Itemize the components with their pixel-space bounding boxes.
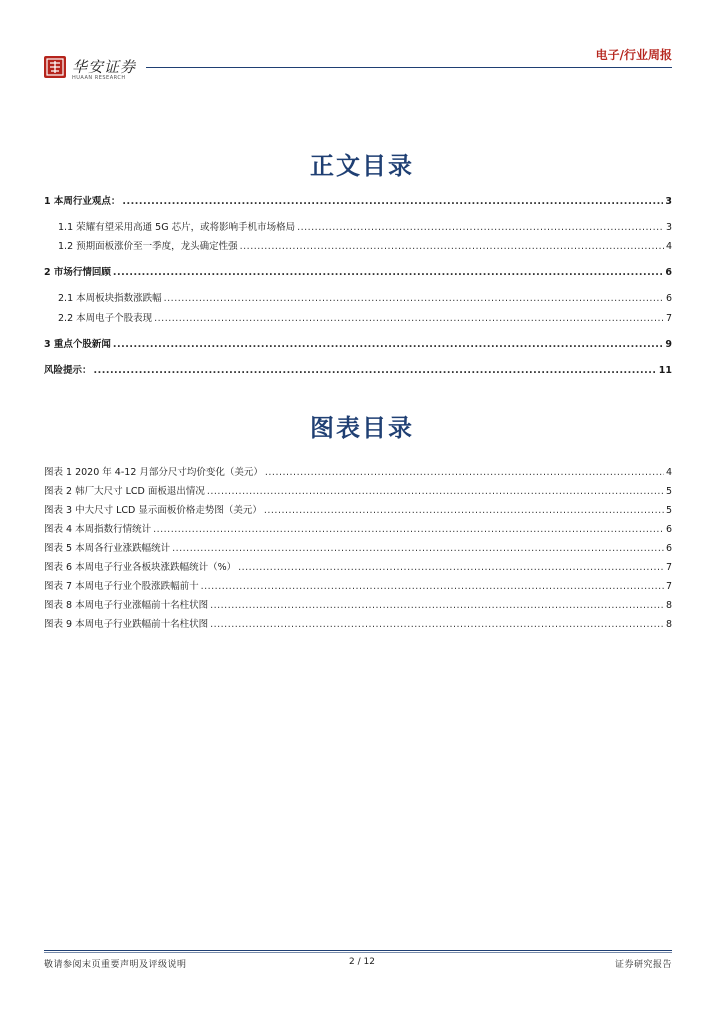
page-number: 2 / 12 bbox=[349, 957, 375, 967]
toc-entry[interactable] bbox=[58, 290, 672, 304]
figure-entry-label: 图表 3 中大尺寸 LCD 显示面板价格走势图（美元） bbox=[44, 505, 262, 516]
toc-entry-label: 2.2 本周电子个股表现 bbox=[58, 313, 153, 324]
toc-leader-dots bbox=[172, 543, 664, 554]
figure-entry-label: 图表 7 本周电子行业个股涨跌幅前十 bbox=[44, 581, 199, 592]
footer-disclaimer: 敬请参阅末页重要声明及评级说明 bbox=[44, 960, 187, 970]
toc-entry-page: 9 bbox=[665, 339, 672, 350]
figure-entry[interactable] bbox=[44, 483, 672, 497]
figure-entry-page: 6 bbox=[665, 524, 672, 535]
footer-doc-type: 证券研究报告 bbox=[614, 960, 672, 970]
toc-entry-label: 3 重点个股新闻 bbox=[44, 339, 111, 350]
figure-entry-label: 图表 8 本周电子行业涨幅前十名柱状图 bbox=[44, 600, 209, 611]
toc-entry-page: 6 bbox=[665, 293, 672, 304]
figure-entry[interactable] bbox=[44, 578, 672, 592]
toc-entry[interactable] bbox=[44, 336, 672, 350]
huaan-logo-icon bbox=[44, 56, 66, 78]
figure-entry-page: 7 bbox=[665, 581, 672, 592]
toc-entry-label: 2.1 本周板块指数涨跌幅 bbox=[58, 293, 162, 304]
figure-entry-page: 6 bbox=[665, 543, 672, 554]
toc-entry[interactable] bbox=[44, 264, 672, 278]
toc-entry-label: 1 本周行业观点： bbox=[44, 196, 121, 207]
toc-leader-dots bbox=[210, 600, 664, 611]
figure-entry-page: 5 bbox=[665, 505, 672, 516]
figure-entry[interactable] bbox=[44, 464, 672, 478]
toc-entry-page: 4 bbox=[665, 241, 672, 252]
figure-entry-label: 图表 4 本周指数行情统计 bbox=[44, 524, 152, 535]
toc-entry[interactable] bbox=[44, 362, 672, 376]
report-type: 电子/行业周报 bbox=[595, 48, 672, 62]
figure-entry-label: 图表 9 本周电子行业跌幅前十名柱状图 bbox=[44, 619, 209, 630]
figure-entry[interactable] bbox=[44, 597, 672, 611]
figure-entry-page: 5 bbox=[665, 486, 672, 497]
toc-entry-page: 7 bbox=[665, 313, 672, 324]
toc-entry[interactable] bbox=[58, 219, 672, 233]
header-divider bbox=[146, 67, 672, 68]
toc-entry-label: 1.2 预期面板涨价至一季度，龙头确定性强 bbox=[58, 241, 238, 252]
page-header bbox=[0, 0, 724, 80]
toc-leader-dots bbox=[153, 524, 664, 535]
toc-leader-dots bbox=[238, 562, 664, 573]
figure-entry-label: 图表 1 2020 年 4-12 月部分尺寸均价变化（美元） bbox=[44, 467, 263, 478]
toc-leader-dots bbox=[240, 241, 664, 252]
toc-leader-dots bbox=[113, 267, 663, 278]
toc-entry-label: 风险提示： bbox=[44, 365, 92, 376]
toc-leader-dots bbox=[207, 486, 664, 497]
figure-entry-label: 图表 2 韩厂大尺寸 LCD 面板退出情况 bbox=[44, 486, 205, 497]
toc-entry[interactable] bbox=[58, 310, 672, 324]
toc-entry-page: 3 bbox=[665, 222, 672, 233]
toc-title: 正文目录 bbox=[310, 151, 414, 180]
figure-entry-label: 图表 6 本周电子行业各板块涨跌幅统计（%） bbox=[44, 562, 237, 573]
toc-leader-dots bbox=[297, 222, 664, 233]
toc-entry-page: 6 bbox=[665, 267, 672, 278]
toc-leader-dots bbox=[94, 365, 657, 376]
figure-entry-page: 7 bbox=[665, 562, 672, 573]
toc-entry-label: 1.1 荣耀有望采用高通 5G 芯片，或将影响手机市场格局 bbox=[58, 222, 296, 233]
figure-entry-page: 8 bbox=[665, 600, 672, 611]
brand-name-en: HUAAN RESEARCH bbox=[72, 75, 126, 81]
toc-entry[interactable] bbox=[58, 238, 672, 252]
figure-entry-label: 图表 5 本周各行业涨跌幅统计 bbox=[44, 543, 171, 554]
figure-entry[interactable] bbox=[44, 521, 672, 535]
toc-leader-dots bbox=[113, 339, 663, 350]
brand-name-cn: 华安证券 bbox=[72, 58, 137, 76]
figure-entry[interactable] bbox=[44, 616, 672, 630]
figure-entry[interactable] bbox=[44, 559, 672, 573]
figure-entry-page: 8 bbox=[665, 619, 672, 630]
toc-leader-dots bbox=[154, 313, 664, 324]
figure-entry[interactable] bbox=[44, 502, 672, 516]
toc-leader-dots bbox=[210, 619, 664, 630]
toc-leader-dots bbox=[164, 293, 664, 304]
figures-title: 图表目录 bbox=[310, 413, 414, 442]
toc-leader-dots bbox=[264, 505, 664, 516]
toc-entry[interactable] bbox=[44, 193, 672, 207]
footer-divider bbox=[44, 950, 672, 951]
toc-entry-page: 11 bbox=[658, 365, 672, 376]
toc-leader-dots bbox=[122, 196, 663, 207]
toc-entry-label: 2 市场行情回顾 bbox=[44, 267, 111, 278]
figure-entry[interactable] bbox=[44, 540, 672, 554]
toc-entry-page: 3 bbox=[665, 196, 672, 207]
toc-leader-dots bbox=[201, 581, 664, 592]
footer-divider-thin bbox=[44, 952, 672, 953]
toc-leader-dots bbox=[265, 467, 664, 478]
figure-entry-page: 4 bbox=[665, 467, 672, 478]
